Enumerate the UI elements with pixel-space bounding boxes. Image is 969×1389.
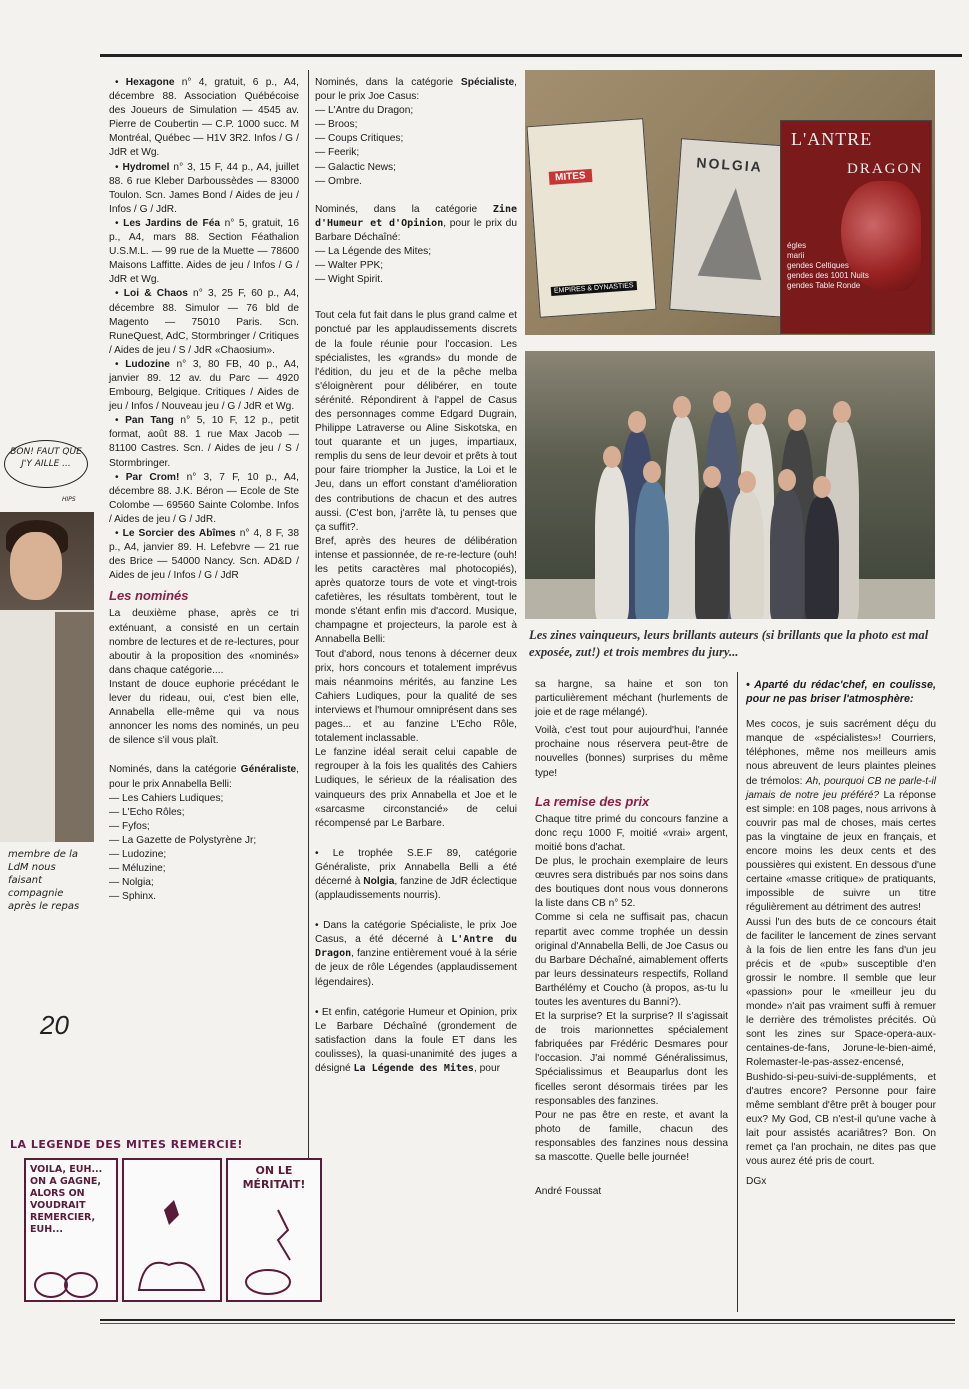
paragraph: sa hargne, sa haine et son ton particulièrement méchant (hurlements de joie et de rage mélangé).	[535, 679, 728, 719]
list-item: — Méluzine;	[109, 863, 166, 875]
person-figure	[665, 416, 699, 619]
person-head	[788, 409, 806, 431]
list-item: — Nolgia;	[109, 877, 154, 889]
list-item: — Walter PPK;	[315, 260, 384, 272]
person-head	[643, 461, 661, 483]
photo-group-winners	[525, 351, 935, 619]
column-3	[535, 678, 728, 1199]
list-item: — Coups Critiques;	[315, 133, 404, 145]
fanzine-entry: • Pan Tang n° 5, 10 F, 12 p., petit format, août 88. 1 rue Max Jacob — 81100 Castres. Scn. / Aides de jeu / S / Stormbringer.	[109, 415, 300, 469]
person-figure	[730, 491, 764, 619]
list-item: — Ludozine;	[109, 848, 167, 860]
person-head	[748, 403, 766, 425]
fanzine-name: Les Jardins de Féa	[123, 217, 221, 229]
column-divider	[737, 672, 738, 1312]
fanzine-entry: • Le Sorcier des Abîmes n° 4, 8 F, 38 p., A4, janvier 89. H. Lefebvre — 21 rue des Brice — 54000 Nancy. Scn. AD&D / Aides de jeu / Infos / G / JdR	[109, 528, 300, 582]
fanzine-name: Par Crom!	[125, 471, 180, 483]
list-item: — La Gazette de Polystyrène Jr;	[109, 834, 257, 846]
editor-signature: DGx	[746, 1176, 767, 1188]
paragraph: Le fanzine idéal serait celui capable de regrouper à la fois les qualités des Cahiers Ludiques, le sérieux de la réalisation des vainqueurs des prix Annabella et Joe et le «sarcasme circonstancié» de celui récompensé par Le Barbare.	[315, 747, 517, 829]
fanzine-name: Hexagone	[125, 77, 175, 88]
list-item: — Feerik;	[315, 147, 360, 159]
person-head	[833, 401, 851, 423]
person-head	[813, 476, 831, 498]
list-item: — Les Cahiers Ludiques;	[109, 792, 224, 804]
bubble-signature: HIPS	[62, 496, 76, 503]
paragraph: Tout cela fut fait dans le plus grand calme et ponctué par les applaudissements discrets de la foule réunie pour l'occasion. Les spécialistes, les «grands» du monde de l'édition, du jeu et de la pêche melba s'éloignèrent pour délibérer, en toute sérénité. Répondirent à l'appel de Casus des personnages comme Edgard Dugrain, Philippe Latraverse ou Aline Siskotska, en tout quarante et un juges, impartiaux, remplis du sens de leur devoir et prêts à tout pour faire triompher la Justice, la Loi et le Jeu, dans un effort constant d'amélioration des contributions de chacun et des autres aussi. (C'est bon, j'arrête là, tu penses que ça suffit?.	[315, 310, 517, 533]
author-signature: André Foussat	[535, 1186, 602, 1198]
person-figure	[635, 481, 669, 619]
list-item: — Ombre.	[315, 175, 362, 187]
winner-legende-des-mites: La Légende des Mites	[353, 1063, 474, 1074]
person-head	[703, 466, 721, 488]
list-item: — Sphinx.	[109, 891, 156, 903]
column-divider	[308, 70, 309, 1300]
photo-winning-fanzines	[525, 70, 935, 335]
photo-caption: Les zines vainqueurs, leurs brillants auteurs (si brillants que la photo est mal exposée, zut!) et trois membres du jury...	[529, 628, 929, 659]
list-item: — L'Echo Rôles;	[109, 806, 185, 818]
paragraph: Voilà, c'est tout pour aujourd'hui, l'année prochaine nous réservera peut-être de nouvelles (bonnes) surprises du même type!	[535, 725, 728, 779]
paragraph: Instant de douce euphorie précédant le lever du rideau, oui, c'est bien elle, Annabella elle-même qui va nous annoncer les noms des nominés, un peu de silence s'il vous plaît.	[109, 678, 299, 747]
magazine-cover-nolgia: NOLGIA	[669, 138, 798, 318]
fanzine-name: Ludozine	[125, 358, 170, 370]
award-paragraph: • Et enfin, catégorie Humeur et Opinion, prix Le Barbare Déchaîné (grondement de satisfaction dans la foule ET dans les coulisses), la quasi-unanimité des juges a désigné La Légende des Mites, pour	[315, 1006, 517, 1074]
page-number: 20	[40, 1010, 69, 1040]
paragraph: Comme si cela ne suffisait pas, chacun repartit avec comme trophée un dessin original d'Annabella Belli, de Joe Casus ou du Barbare Déchaîné, aimablement offerts par leurs dessinateurs respectifs, Rolland Barthélémy et Coucho (à propos, as-tu lu toutes les aventures du Banni?).	[535, 912, 728, 1008]
fanzine-entry: • Ludozine n° 3, 80 FB, 40 p., A4, janvier 89. 12 av. du Parc — 4920 Embourg, Belgique. Critiques / Aides de jeu / Infos / Nouveau jeu / G / JdR et Wg.	[109, 358, 299, 413]
list-item: — L'Antre du Dragon;	[315, 105, 414, 117]
column-1	[109, 76, 299, 904]
award-paragraph: • Dans la catégorie Spécialiste, le prix Joe Casus, a été décerné à L'Antre du Dragon, fanzine entièrement voué à la série de jeux de rôle Légendes (applaudissement légendaires).	[315, 920, 517, 988]
fanzine-entry: • Hydromel n° 3, 15 F, 44 p., A4, juillet 88. 6 rue Kleber Darboussèdes — 83000 Toulon. Scn. James Bond / Aides de jeu / Infos / G / JdR.	[109, 161, 299, 215]
person-figure	[770, 489, 804, 619]
handwritten-note: membre de la LdM nous faisant compagnie après le repas	[8, 849, 80, 912]
nominee-list-specialiste	[315, 104, 517, 189]
list-item: — Fyfos;	[109, 820, 150, 832]
comic-strip	[10, 1138, 322, 1304]
magazine-cover-antre-du-dragon: L'ANTRE DRAGON égles marii gendes Celtiques gendes des 1001 Nuits gendes Table Ronde	[780, 120, 932, 334]
person-head	[778, 469, 796, 491]
paragraph: La deuxième phase, après ce tri exténuant, a consisté en un certain nombre de lectures et de re-lectures, pour aboutir à la proposition des «nominés» dans chaque catégorie....	[109, 608, 299, 676]
fanzine-entry: • Par Crom! n° 3, 7 F, 10 p., A4, décembre 88. J.K. Béron — Ecole de Ste Colombe — 69560 Sainte Colombe. Infos / Aides de jeu / G / JdR.	[109, 471, 299, 525]
person-figure	[595, 466, 629, 619]
category-name: Spécialiste	[460, 77, 515, 88]
category-intro: Nominés, dans la catégorie Zine d'Humeur et d'Opinion, pour le prix du Barbare Déchaîné:	[315, 203, 517, 243]
fanzine-name: Pan Tang	[125, 415, 174, 427]
category-intro: Nominés, dans la catégorie Spécialiste, pour le prix Joe Casus:	[315, 77, 517, 103]
fanzine-name: Hydromel	[122, 161, 170, 173]
list-item: — La Légende des Mites;	[315, 246, 432, 258]
nominee-list-humeur	[315, 245, 517, 287]
paragraph: Mes cocos, je suis sacrément déçu du manque de «spécialistes»! Courriers, téléphones, même nos meilleurs amis nous abreuvent de leurs plaintes pleines de trémolos: Ah, pourquoi CB ne parle-t-il jamais de notre jeu préféré? La réponse est simple: en 108 pages, nous arrivons à couvrir pas mal de choses, mais certes pas la vingtaine de jeux en français, et encore moins les deux cents et des poussières qui existent. En dessous d'une certaine «masse critique» de pratiquants, impossible de suivre un titre régulièrement au détriment des autres!	[746, 719, 937, 914]
comic-panel-2	[122, 1158, 222, 1302]
bottom-rule	[100, 1319, 955, 1321]
fanzine-name: Loi & Chaos	[123, 288, 188, 300]
person-head	[603, 446, 621, 468]
list-item: — Galactic News;	[315, 161, 396, 173]
bottom-rule	[100, 1323, 955, 1324]
comic-panel-1: VOILA, EUH... ON A GAGNE, ALORS ON VOUDRAIT REMERCIER, EUH...	[24, 1158, 118, 1302]
aside-title: • Aparté du rédac'chef, en coulisse, pour ne pas briser l'atmosphère:	[746, 679, 936, 706]
fanzine-entry: • Hexagone n° 4, gratuit, 6 p., A4, décembre 88. Association Québécoise des Joueurs de Simulation — 4545 av. Pierre de Coubertin — C.P. 1000 succ. M Montréal, Québec — H1V 3R2. Infos / G / JdR et Wg.	[109, 77, 299, 159]
winner-antre-du-dragon: L'Antre du Dragon	[315, 934, 517, 960]
category-intro: Nominés, dans la catégorie Généraliste, pour le prix Annabella Belli:	[109, 764, 299, 790]
list-item: — Broos;	[315, 119, 358, 131]
mite-characters-icon	[124, 1160, 220, 1300]
fanzine-listing	[109, 76, 299, 583]
magazine-cover-legende-des-mites: MITES EMPIRES & DYNASTIES	[526, 118, 656, 318]
award-paragraph: • Le trophée S.E.F 89, catégorie Généraliste, prix Annabella Belli a été décerné à Nolgia, fanzine de JdR éclectique (applaudissements nourris).	[315, 847, 517, 902]
list-item: — Wight Spirit.	[315, 274, 383, 286]
comic-panel-3: ON LE MÉRITAIT!	[226, 1158, 322, 1302]
winner-nolgia: Nolgia	[363, 875, 395, 887]
person-head	[738, 471, 756, 493]
person-head	[713, 391, 731, 413]
top-rule	[100, 54, 962, 57]
paragraph: De plus, le prochain exemplaire de leurs œuvres sera distribués par nos soins dans des boutiques dont nous vous donnerons la liste dans CB n° 52.	[535, 856, 728, 910]
paragraph: Bref, après des heures de délibération intense et passionnée, de re-re-lecture (ouh! les petits caractères mal photocopiés), après quatorze tours de vote et vingt-trois cafetières, les résultats tombèrent, tout le monde s'étant enfin mis d'accord. Musique, champagne et projecteurs, la parole est à Annabella Belli:	[315, 535, 517, 646]
category-name: Zine d'Humeur et d'Opinion	[315, 203, 517, 229]
paragraph: Chaque titre primé du concours fanzine a donc reçu 1000 F, moitié «vrai» argent, moitié bons d'achat.	[535, 813, 728, 853]
paragraph: Aussi l'un des buts de ce concours était de faciliter le lancement de zines servant à la fois de lien entre les fans d'un jeu précis et de «pub» susceptible d'en grossir le nombre. Il semble que leur «passion» pour le «meilleur jeu du monde» n'ait pas vraiment suffi à remuer le derrière des trémolistes précités. Où sont les zines sur Space-opera-aux-centaines-de-fans, Jorune-le-bien-aimé, Rolemaster-le-pas-assez-encensé, Bushido-si-peu-suivi-de-suppléments, et d'autres encore? Personne pour faire même semblant d'être prêt à bouger pour eux? My God, CB n'est-il qu'une vache à lait pour assistés acariâtres? Bon. On remet ça l'an prochain, ne dites pas que vous aurez été pris de court.	[746, 916, 936, 1168]
mite-characters-icon	[228, 1200, 320, 1300]
section-title-nomines: Les nominés	[109, 588, 189, 604]
person-head	[673, 396, 691, 418]
category-name: Généraliste	[240, 764, 297, 776]
nominee-list-generaliste	[109, 792, 299, 905]
fanzine-entry: • Loi & Chaos n° 3, 25 F, 60 p., A4, décembre 88. Simulor — 76 bld de Magento — 75010 Paris. Scn. RuneQuest, AdC, Stormbringer / Critiques / Aides de jeu / S / JdR «Chaosium».	[109, 288, 299, 356]
column-4	[746, 678, 936, 1189]
paragraph: Tout d'abord, nous tenons à décerner deux prix, hors concours et totalement imprévus mais néanmoins mérités, au fanzine Les Cahiers Ludiques, pour la qualité de ses interviews et l'humour omniprésent dans ses pages... et au fanzine L'Echo Rôle, totalement inclassable.	[315, 648, 517, 745]
paragraph: Pour ne pas être en reste, et avant la photo de famille, chacun des responsables des fanzines nous dessina sa mascotte. Quelle belle journée!	[535, 1109, 728, 1163]
person-figure	[805, 496, 839, 619]
pyramid-illustration	[698, 186, 768, 280]
person-figure	[695, 486, 729, 619]
column-2	[315, 76, 517, 1076]
comic-title: LA LEGENDE DES MITES REMERCIE!	[10, 1138, 243, 1151]
fanzine-entry: • Les Jardins de Féa n° 5, gratuit, 16 p., A4, mars 88. Section Féathalion U.S.M.L. — 99 rue de la Muette — 78600 Maisons Laffitte. Aides de jeu / Infos / G / JdR et Wg.	[109, 217, 299, 286]
paragraph: Et la surprise? Et la surprise? Il s'agissait de trois marionnettes spécialement fabriquées par Frédéric Desmares pour l'occasion. J'ai nommé Généralissimus, Spécialissimus et Beauparlus dont les ficelles seront désormais tirées par les responsables des fanzines.	[535, 1011, 728, 1107]
section-title-remise: La remise des prix	[535, 793, 650, 809]
fanzine-name: Le Sorcier des Abîmes	[122, 528, 236, 539]
mite-characters-icon	[26, 1250, 116, 1300]
photo-ldm-member	[0, 512, 94, 842]
person-head	[628, 411, 646, 433]
bubble-text: BON! FAUT QUE J'Y AILLE ...	[10, 447, 82, 469]
